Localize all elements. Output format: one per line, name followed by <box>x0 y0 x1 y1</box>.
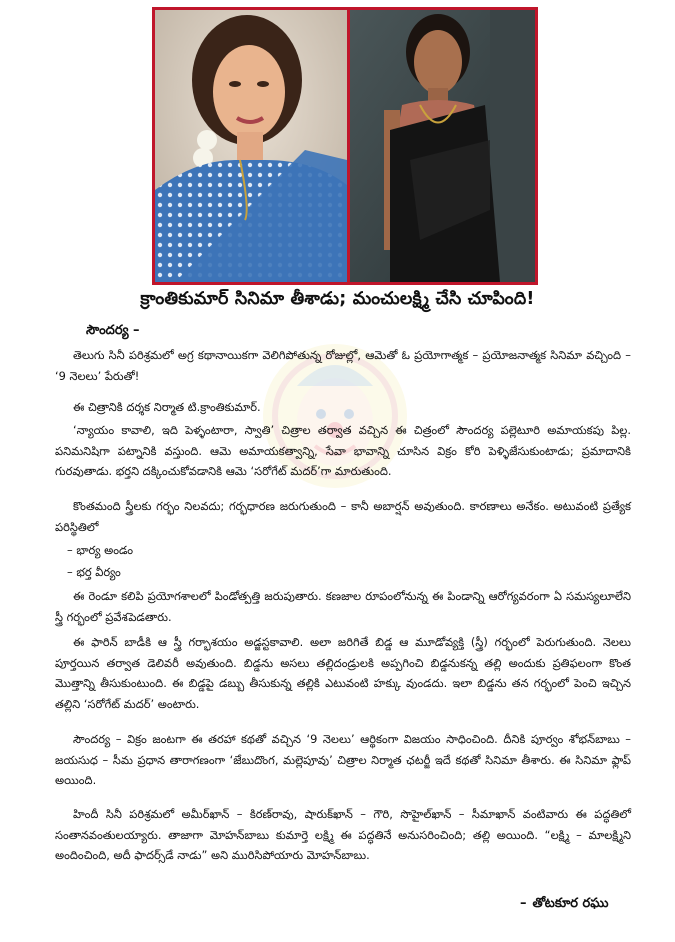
paragraph-2: ఈ చిత్రానికి దర్శక నిర్మాత టి.క్రాంతికుమార్. <box>73 400 261 414</box>
paragraph-4: కొంతమంది స్త్రీలకు గర్భం నిలవదు; గర్భధారణ జరుగుతుంది – కానీ అబార్షన్ అవుతుంది. కారణాలు అనేకం. అటువంటి ప్రత్యేక పరిస్థితిలో <box>55 499 631 534</box>
byline-dash: – <box>520 896 527 911</box>
paragraph-8: హిందీ సినీ పరిశ్రమలో అమీర్‌ఖాన్ – కిరణ్‌రావు, షారుక్‌ఖాన్ – గౌరి, సొహైల్‌ఖాన్ – సీమాఖాన్ వంటివారు ఈ పద్ధతిలో సంతానవంతులయ్యారు. తాజాగా మోహన్‌బాబు కుమార్తె లక్ష్మి ఈ పద్ధతినే అనుసరించింది; తల్లి అయింది. “లక్ష్మి – మాలక్ష్మిని అందించింది, అదీ ఫాదర్స్‌డే నాడు” అని మురిసిపోయారు మోహన్‌బాబు. <box>55 807 631 862</box>
author-name: తోటకూర రఘు <box>532 896 609 911</box>
photo-actress-right <box>350 10 535 282</box>
paragraph-5: ఈ రెండూ కలిపి ప్రయోగశాలలో పిండోత్పత్తి జరుపుతారు. కణజాల రూపంలోనున్న ఈ పిండాన్ని ఆరోగ్యవరంగా ఏ సమస్యలూలేని స్త్రీ గర్భంలో ప్రవేశపెడతారు. <box>55 589 631 624</box>
paragraph-3: ‘న్యాయం కావాలి, ఇది పెళ్ళంటారా, స్వాతి’ చిత్రాల తర్వాత వచ్చిన ఈ చిత్రంలో సౌందర్య పల్లెటూరి అమాయకపు పిల్ల. పనిమనిషిగా పట్నానికి వస్తుంది. ఆమె అమాయకత్వాన్ని, సేవా భావాన్ని చూసిన విక్రం కోరి పెళ్ళిజేసుకుంటాడు; ప్రమాదానికి గురవుతాడు. భర్తని దక్కించుకోవడానికి ఆమె ‘సరోగేట్ మదర్’గా మారుతుంది. <box>55 423 631 478</box>
photo-actress-left <box>155 10 347 282</box>
author-byline <box>520 896 609 914</box>
paragraph-1: తెలుగు సినీ పరిశ్రమలో అగ్ర కథానాయికగా వెలిగిపోతున్న రోజుల్లో, ఆమెతో ఓ ప్రయోగాత్మక – ప్రయోజనాత్మక సినిమా వచ్చింది – ‘9 నెలలు’ పేరుతో! <box>55 348 631 383</box>
article-headline: క్రాంతికుమార్ సినిమా తీశాడు; మంచులక్ష్మి చేసి చూపింది! <box>140 289 535 309</box>
paragraph-7: సౌందర్య – విక్రం జంటగా ఈ తరహా కథతో వచ్చిన ‘9 నెలలు’ ఆర్థికంగా విజయం సాధించింది. దీనికి పూర్వం శోభన్‌బాబు – జయసుధ – సీమ ప్రధాన తారాగణంగా ‘జేబుదొంగ, మల్లెపూవు’ చిత్రాల నిర్మాత ఛటర్జీ ఇదే కథతో సినిమా తీశారు. ఈ సినిమా ఫ్లాప్ అయింది. <box>55 732 631 787</box>
article-photo-frame <box>152 7 538 285</box>
list-item-wife-egg: – భార్య అండం <box>67 543 134 557</box>
paragraph-6: ఈ ఫారిన్ బాడీకి ఆ స్త్రీ గర్భాశయం అడ్జస్టకావాలి. అలా జరిగితే బిడ్డ ఆ మూడోవ్యక్తి (స్త్రీ) గర్భంలో పెరుగుతుంది. నెలలు పూర్తయిన తర్వాత డెలివరీ అవుతుంది. బిడ్డను అసలు తల్లిదండ్రులకి అప్పగించి బిడ్డనుకన్న తల్లి అందుకు ప్రతిఫలంగా కొంత మొత్తాన్ని తీసుకుంటుంది. ఈ బిడ్డపై డబ్బు తీసుకున్న తల్లికి ఎటువంటి హక్కు వుండదు. ఇలా బిడ్డను తన గర్భంలో పెంచి ఇచ్చిన తల్లిని ‘సరోగేట్ మదర్’ అంటారు. <box>55 635 631 711</box>
section-heading: సౌందర్య – <box>86 323 140 338</box>
list-item-husband-sperm: – భర్త వీర్యం <box>67 565 121 579</box>
